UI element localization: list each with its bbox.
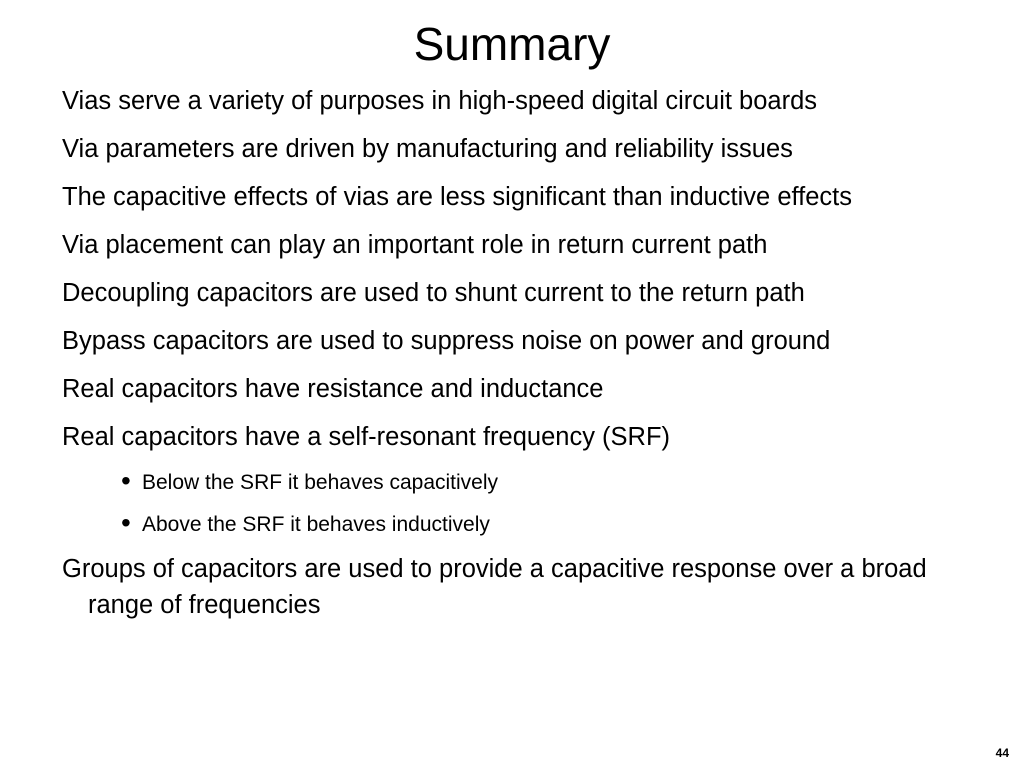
bullet-icon: • <box>121 465 131 496</box>
summary-point-final: Groups of capacitors are used to provide a capacitive response over a broad range of frequencies <box>62 555 927 619</box>
summary-point: Via parameters are driven by manufacturing and reliability issues <box>62 135 793 163</box>
sub-point-text: Below the SRF it behaves capacitively <box>142 471 499 494</box>
page-number: 44 <box>995 746 1009 760</box>
sub-point <box>62 507 962 554</box>
summary-point: Real capacitors have resistance and inductance <box>62 375 604 403</box>
summary-point: Bypass capacitors are used to suppress noise on power and ground <box>62 327 831 355</box>
sub-point <box>62 465 962 512</box>
sub-point-text: Above the SRF it behaves inductively <box>142 513 490 536</box>
slide-title: Summary <box>413 18 611 70</box>
bullet-icon: • <box>121 507 131 538</box>
summary-point: Vias serve a variety of purposes in high-speed digital circuit boards <box>62 87 818 115</box>
summary-point: The capacitive effects of vias are less significant than inductive effects <box>62 183 852 211</box>
summary-point: Real capacitors have a self-resonant frequency (SRF) <box>62 423 671 451</box>
summary-list <box>62 86 962 623</box>
summary-point: Via placement can play an important role in return current path <box>62 231 768 259</box>
summary-point: Decoupling capacitors are used to shunt current to the return path <box>62 279 805 307</box>
